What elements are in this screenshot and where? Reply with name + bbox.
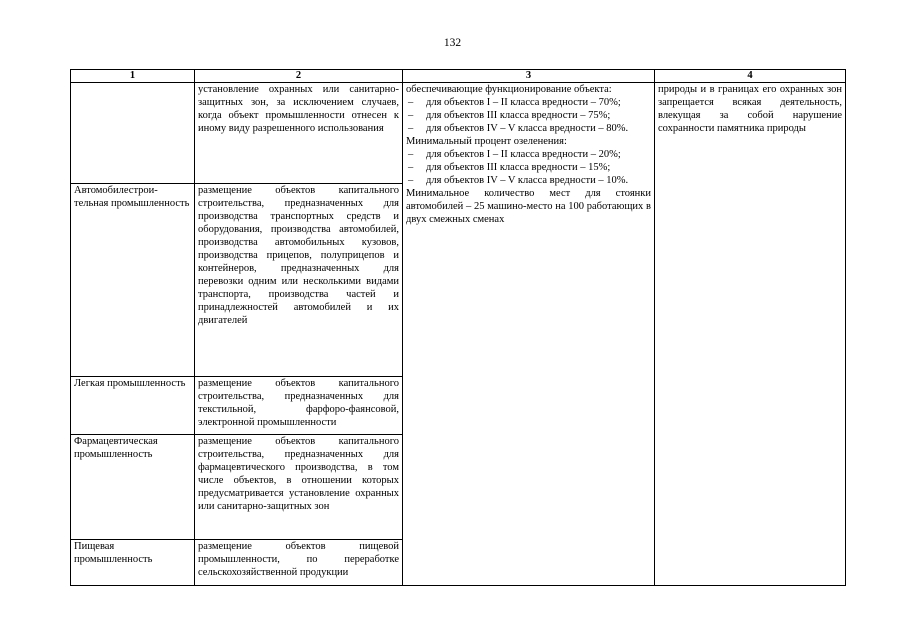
use-description-cell bbox=[195, 540, 403, 586]
use-description-cell bbox=[195, 83, 403, 184]
header-col-4: 4 bbox=[655, 70, 846, 83]
table-row bbox=[71, 83, 846, 184]
restrictions-text: природы и в границах его охранных зон запрещается всякая деятельность, влекущая за собой нарушение сохранности памятника природы bbox=[658, 84, 842, 134]
greening-heading: Минимальный процент озеленения: bbox=[406, 136, 567, 147]
use-name-cell: Автомобилестрои-тельная промышленность bbox=[71, 184, 195, 377]
header-col-1: 1 bbox=[71, 70, 195, 83]
header-col-2: 2 bbox=[195, 70, 403, 83]
use-name-cell bbox=[71, 83, 195, 184]
use-description-text: размещение объектов капитального строительства, предназначенных для производства транспортных средств и оборудования, производства автомобилей, производства автомобильных кузовов, производства прицепов, полуприцепов и контейнеров, предназначенных для перевозки одним или несколькими видами транспорта, производства частей и принадлежностей автомобилей и их двигателей bbox=[198, 185, 399, 326]
parking-requirement: Минимальное количество мест для стоянки автомобилей – 25 машино-место на 100 работающих в двух смежных сменах bbox=[406, 188, 651, 225]
use-description-text: установление охранных или санитарно-защитных зон, за исключением случаев, когда объект промышленности отнесен к иному виду разрешенного использования bbox=[198, 84, 399, 134]
use-description-text: размещение объектов капитального строительства, предназначенных для фармацевтического производства, в том числе объектов, в отношении которых предусматривается установление охранных или санитарно-защитных зон bbox=[198, 436, 399, 512]
use-description-cell bbox=[195, 184, 403, 377]
header-col-3: 3 bbox=[403, 70, 655, 83]
use-name-cell: Пищевая промышленность bbox=[71, 540, 195, 586]
use-description-cell bbox=[195, 435, 403, 540]
list-item: – для объектов I – II класса вредности – 70%; bbox=[406, 96, 651, 109]
use-description-text: размещение объектов пищевой промышленности, по переработке сельскохозяйственной продукции bbox=[198, 541, 399, 578]
use-description-text: размещение объектов капитального строительства, предназначенных для текстильной, фарфоро-фаянсовой, электронной промышленности bbox=[198, 378, 399, 428]
list-item: – для объектов III класса вредности – 15%; bbox=[406, 161, 651, 174]
regulations-table bbox=[70, 69, 846, 586]
list-item: – для объектов IV – V класса вредности – 80%. bbox=[406, 122, 651, 135]
table-header-row bbox=[71, 70, 846, 83]
parameters-intro: обеспечивающие функционирование объекта: bbox=[406, 84, 612, 95]
list-item: – для объектов III класса вредности – 75%; bbox=[406, 109, 651, 122]
parameters-cell bbox=[403, 83, 655, 586]
list-item: – для объектов IV – V класса вредности – 10%. bbox=[406, 174, 651, 187]
use-name-cell: Фармацевтическая промышленность bbox=[71, 435, 195, 540]
use-description-cell bbox=[195, 377, 403, 435]
restrictions-cell bbox=[655, 83, 846, 586]
coverage-list bbox=[406, 96, 651, 135]
page-number: 132 bbox=[443, 37, 462, 49]
use-name-cell: Легкая промышленность bbox=[71, 377, 195, 435]
list-item: – для объектов I – II класса вредности – 20%; bbox=[406, 148, 651, 161]
greening-list bbox=[406, 148, 651, 187]
